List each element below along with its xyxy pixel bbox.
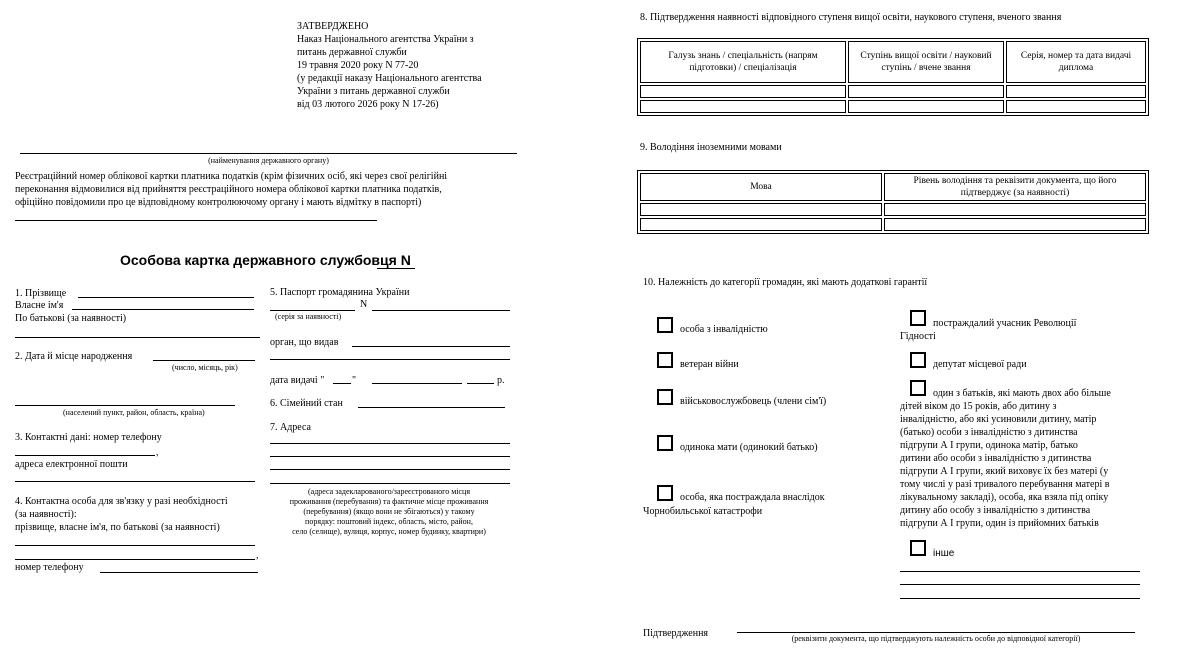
address-caption-line: проживання (перебування) та фактичне місце проживання bbox=[289, 497, 489, 506]
languages-header-language: Мова bbox=[640, 173, 882, 201]
languages-cell[interactable] bbox=[884, 218, 1146, 231]
languages-cell[interactable] bbox=[640, 218, 882, 231]
languages-cell[interactable] bbox=[640, 203, 882, 216]
other-field-3[interactable] bbox=[900, 598, 1140, 599]
contact-person-label-2: (за наявності): bbox=[15, 509, 77, 520]
war-veteran-label: ветеран війни bbox=[680, 359, 739, 370]
issued-by-field-2[interactable] bbox=[270, 359, 510, 360]
birth-place-caption: (населений пункт, район, область, країна) bbox=[63, 408, 205, 417]
education-cell[interactable] bbox=[848, 85, 1004, 98]
birth-date-caption: (число, місяць, рік) bbox=[172, 363, 238, 372]
issue-year-field[interactable] bbox=[467, 383, 494, 384]
marital-status-field[interactable] bbox=[358, 407, 505, 408]
phone-label: 3. Контактні дані: номер телефону bbox=[15, 432, 162, 443]
approval-block bbox=[297, 20, 482, 111]
surname-field[interactable] bbox=[78, 297, 254, 298]
issue-day-field[interactable] bbox=[333, 383, 351, 384]
issued-by-label: орган, що видав bbox=[270, 337, 339, 348]
name-label: Власне ім'я bbox=[15, 300, 64, 311]
address-caption-line: порядку: поштовий індекс, область, місто, район, bbox=[305, 517, 473, 526]
name-field[interactable] bbox=[72, 309, 254, 310]
org-name-caption: (найменування державного органу) bbox=[208, 156, 329, 165]
confirmation-label: Підтвердження bbox=[643, 628, 709, 639]
card-number-field[interactable] bbox=[377, 268, 415, 269]
languages-table bbox=[637, 170, 1149, 234]
approval-line: питань державної служби bbox=[297, 47, 407, 58]
marital-status-label: 6. Сімейний стан bbox=[270, 398, 343, 409]
education-cell[interactable] bbox=[1006, 85, 1146, 98]
other-field-1[interactable] bbox=[900, 571, 1140, 572]
contact-comma: , bbox=[256, 550, 259, 561]
passport-label: 5. Паспорт громадянина України bbox=[270, 287, 410, 298]
parent-line: лікувальному закладі), особа, яка взяла під опіку bbox=[900, 492, 1109, 503]
issue-year-suffix: р. bbox=[497, 375, 505, 386]
disability-checkbox[interactable] bbox=[657, 317, 673, 333]
birth-place-field[interactable] bbox=[15, 405, 235, 406]
single-parent-checkbox[interactable] bbox=[657, 435, 673, 451]
disability-label: особа з інвалідністю bbox=[680, 324, 768, 335]
passport-series-caption: (серія за наявності) bbox=[275, 312, 342, 321]
tax-note-line: офіційно повідомили про це відповідному контролюючому органу і мають відмітку в паспорті) bbox=[15, 197, 422, 208]
revolution-label-2: Гідності bbox=[900, 331, 936, 342]
military-label: військовослужбовець (члени сім'ї) bbox=[680, 396, 827, 407]
education-cell[interactable] bbox=[640, 85, 846, 98]
other-field-2[interactable] bbox=[900, 584, 1140, 585]
single-parent-label: одинока мати (одинокий батько) bbox=[680, 442, 818, 453]
passport-n-label: N bbox=[360, 299, 368, 310]
approval-line: від 03 лютого 2026 року N 17-26) bbox=[297, 99, 439, 110]
address-label: 7. Адреса bbox=[270, 422, 311, 433]
education-section-title: 8. Підтвердження наявності відповідного ступеня вищої освіти, наукового ступеня, вченого звання bbox=[640, 12, 1062, 23]
war-veteran-checkbox[interactable] bbox=[657, 352, 673, 368]
education-header-degree: Ступінь вищої освіти / науковий ступінь / вчене звання bbox=[848, 41, 1004, 83]
parent-line: підгрупи А І групи, одинока матір, батько bbox=[900, 440, 1078, 451]
address-caption-line: (адреса задекларованого/зареєстрованого місця bbox=[307, 487, 471, 496]
patronymic-field[interactable] bbox=[15, 337, 260, 338]
birth-date-field[interactable] bbox=[153, 360, 255, 361]
guarantees-section-title: 10. Належність до категорії громадян, які мають додаткові гарантії bbox=[643, 277, 928, 288]
issue-date-quote: " bbox=[352, 375, 357, 386]
patronymic-label: По батькові (за наявності) bbox=[15, 313, 127, 324]
parent-line: дитини або особи з інвалідністю з дитинства bbox=[900, 453, 1092, 464]
tax-number-note bbox=[15, 170, 525, 209]
email-label: адреса електронної пошти bbox=[15, 459, 128, 470]
address-caption-line: село (селище), вулиця, корпус, номер будинку, квартири) bbox=[292, 527, 486, 536]
address-caption bbox=[268, 487, 510, 537]
education-header-field: Галузь знань / спеціальність (напрям підготовки) / спеціалізація bbox=[640, 41, 846, 83]
parent-line: тому числі у разі тривалого перебування матері в bbox=[900, 479, 1110, 490]
address-field-3[interactable] bbox=[270, 469, 510, 470]
address-field-1[interactable] bbox=[270, 443, 510, 444]
parent-label-text bbox=[900, 400, 1150, 530]
passport-number-field[interactable] bbox=[372, 310, 510, 311]
email-field[interactable] bbox=[15, 481, 255, 482]
phone-comma: , bbox=[156, 447, 159, 458]
education-cell[interactable] bbox=[1006, 100, 1146, 113]
deputy-label: депутат місцевої ради bbox=[933, 359, 1027, 370]
chornobyl-label-2: Чорнобильської катастрофи bbox=[643, 506, 763, 517]
approval-line: Наказ Національного агентства України з bbox=[297, 34, 474, 45]
org-name-line[interactable] bbox=[20, 153, 517, 154]
confirmation-caption: (реквізити документа, що підтверджують належність особи до відповідної категорії) bbox=[791, 634, 1081, 643]
other-label: інше bbox=[933, 548, 955, 559]
parent-line: підгрупи А І групи, один із прийомних батьків bbox=[900, 518, 1099, 529]
phone-field[interactable] bbox=[15, 455, 155, 456]
other-checkbox[interactable] bbox=[910, 540, 926, 556]
languages-cell[interactable] bbox=[884, 203, 1146, 216]
contact-phone-label: номер телефону bbox=[15, 562, 84, 573]
education-cell[interactable] bbox=[848, 100, 1004, 113]
issue-date-label: дата видачі " bbox=[270, 375, 325, 386]
parent-line: дитину або особу з інвалідністю з дитинства bbox=[900, 505, 1091, 516]
tax-number-field[interactable] bbox=[15, 220, 377, 221]
surname-label: 1. Прізвище bbox=[15, 288, 67, 299]
contact-person-field-2[interactable] bbox=[15, 559, 255, 560]
confirmation-field[interactable] bbox=[737, 632, 1135, 633]
address-field-4[interactable] bbox=[270, 483, 510, 484]
education-header-diploma: Серія, номер та дата видачі диплома bbox=[1006, 41, 1146, 83]
parent-line: дітей віком до 15 років, або дитину з bbox=[900, 401, 1057, 412]
issue-month-field[interactable] bbox=[372, 383, 462, 384]
tax-note-line: Реєстраційний номер облікової картки платника податків (крім фізичних осіб, які через свої релігійні bbox=[15, 171, 448, 182]
languages-header-level: Рівень володіння та реквізити документа, що його підтверджує (за наявності) bbox=[884, 173, 1146, 201]
page-title bbox=[120, 252, 411, 268]
chornobyl-checkbox[interactable] bbox=[657, 485, 673, 501]
issued-by-field[interactable] bbox=[352, 346, 510, 347]
passport-series-field[interactable] bbox=[270, 310, 355, 311]
birth-label: 2. Дата й місце народження bbox=[15, 351, 133, 362]
contact-person-label-3: прізвище, власне ім'я, по батькові (за наявності) bbox=[15, 522, 220, 533]
tax-note-line: переконання відмовилися від прийняття реєстраційного номера облікової картки платника податків, bbox=[15, 184, 442, 195]
approval-line: (у редакції наказу Національного агентства bbox=[297, 73, 482, 84]
chornobyl-label: особа, яка постраждала внаслідок bbox=[680, 492, 825, 503]
languages-section-title: 9. Володіння іноземними мовами bbox=[640, 142, 782, 153]
education-table bbox=[637, 38, 1149, 116]
parent-label: один з батьків, які мають двох або більше bbox=[933, 388, 1111, 399]
parent-line: підгрупи А І групи, який виховує їх без матері (у bbox=[900, 466, 1109, 477]
revolution-label: постраждалий учасник Революції bbox=[933, 318, 1077, 329]
parent-line: інвалідністю, або які усиновили дитину, матір bbox=[900, 414, 1097, 425]
contact-phone-field[interactable] bbox=[100, 572, 258, 573]
parent-checkbox[interactable] bbox=[910, 380, 926, 396]
education-cell[interactable] bbox=[640, 100, 846, 113]
approval-line: 19 травня 2020 року N 77-20 bbox=[297, 60, 419, 71]
military-checkbox[interactable] bbox=[657, 389, 673, 405]
approval-heading: ЗАТВЕРДЖЕНО bbox=[297, 21, 369, 32]
contact-person-label: 4. Контактна особа для зв'язку у разі необхідності bbox=[15, 496, 228, 507]
address-caption-line: (перебування) (якщо вони не збігаються) у такому bbox=[303, 507, 475, 516]
approval-line: України з питань державної служби bbox=[297, 86, 450, 97]
contact-person-field[interactable] bbox=[15, 545, 255, 546]
deputy-checkbox[interactable] bbox=[910, 352, 926, 368]
card-title: Особова картка державного службовця N bbox=[120, 252, 411, 268]
address-field-2[interactable] bbox=[270, 456, 510, 457]
parent-line: (батько) особи з інвалідністю з дитинства bbox=[900, 427, 1078, 438]
revolution-checkbox[interactable] bbox=[910, 310, 926, 326]
